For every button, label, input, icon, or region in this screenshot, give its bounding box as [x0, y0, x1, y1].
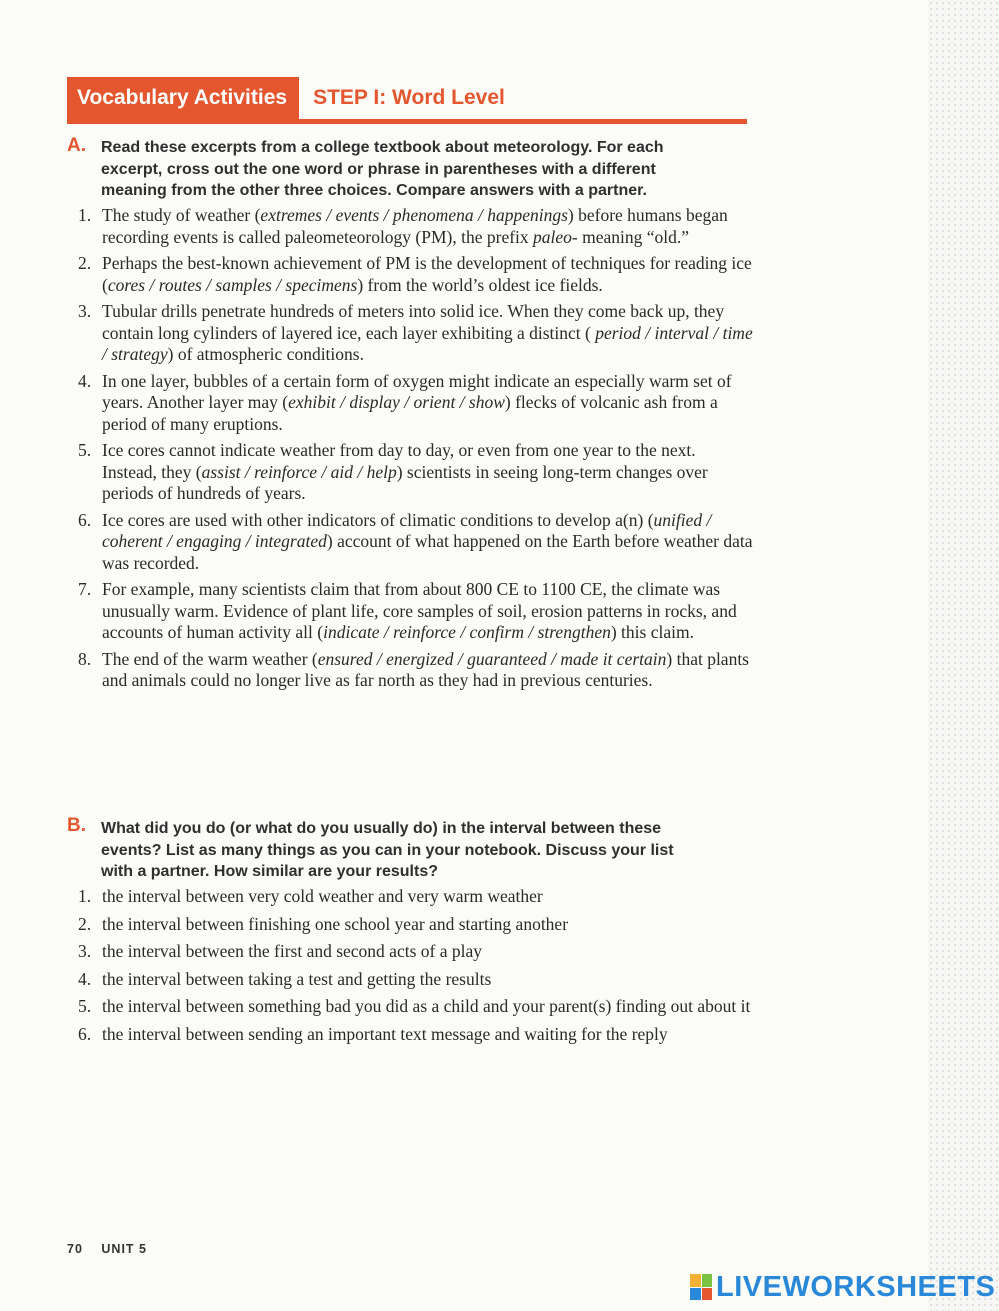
section-b-list: [74, 886, 754, 1051]
item-number: 8.: [78, 648, 92, 669]
exercise-item: [74, 649, 754, 692]
word-choices[interactable]: period / interval / time / strategy: [102, 322, 753, 364]
item-text: The end of the warm weather (: [102, 648, 318, 669]
item-number: 1.: [78, 205, 92, 225]
item-text: For example, many scientists claim that from about 800 CE to 1100 CE, the climate was unusually warm. Evidence of plant life, core samples of soil, erosion patterns in rocks, and accounts of human activity all (: [102, 579, 737, 642]
item-text: The study of weather (: [102, 205, 261, 225]
item-text: ) from the world’s oldest ice fields.: [357, 274, 603, 295]
exercise-item: [74, 440, 754, 505]
item-number: 5.: [78, 996, 92, 1016]
item-number: 3.: [78, 941, 92, 961]
item-number: 6.: [78, 1023, 92, 1044]
header-step-title: STEP I: Word Level: [313, 86, 505, 109]
brand-name: LIVEWORKSHEETS: [716, 1270, 996, 1303]
item-number: 5.: [78, 440, 92, 460]
item-text: ) that plants and animals could no longer live as far north as they had in previous centuries.: [102, 648, 749, 690]
word-choices[interactable]: indicate / reinforce / confirm / strengthen: [323, 622, 611, 642]
section-a-instructions: Read these excerpts from a college textbook about meteorology. For each excerpt, cross out the one word or phrase in parentheses with a different meaning from the other three choices. Compare answers with a partner.: [101, 139, 664, 199]
word-choices[interactable]: ensured / energized / guaranteed / made it certain: [317, 648, 667, 669]
header-title-box: Vocabulary Activities: [67, 77, 299, 119]
exercise-item: [74, 253, 754, 296]
item-text: the interval between something bad you did as a child and your parent(s) finding out about it: [102, 996, 751, 1016]
item-number: 1.: [78, 886, 92, 906]
item-text: ) this claim.: [610, 622, 694, 642]
page-footer: [67, 1242, 147, 1256]
item-text: Tubular drills penetrate hundreds of meters into solid ice. When they come back up, they contain long cylinders of layered ice, each layer exhibiting a distinct (: [102, 301, 725, 343]
interval-item: [74, 969, 754, 991]
logo-square: [690, 1274, 701, 1287]
interval-item: [74, 914, 754, 936]
item-number: 2.: [78, 253, 92, 273]
item-text: ) flecks of volcanic ash from a period of many eruptions.: [102, 392, 718, 434]
item-number: 3.: [78, 301, 92, 321]
word-choices[interactable]: cores / routes / samples / specimens: [107, 274, 358, 295]
exercise-item: [74, 301, 754, 366]
interval-item: [74, 941, 754, 963]
logo-square: [702, 1274, 713, 1287]
section-b-instructions: What did you do (or what do you usually do) in the interval between these events? List as many things as you can in your notebook. Discuss your list with a partner. How similar are your results?: [101, 820, 674, 880]
item-text: Ice cores are used with other indicators of climatic conditions to develop a(n) (: [102, 509, 654, 530]
page-edge-dot-grid: [928, 0, 999, 1311]
word-choices[interactable]: paleo-: [533, 226, 578, 247]
item-text: ) before humans began recording events is called paleometeorology (PM), the prefix: [102, 205, 728, 247]
interval-item: [74, 1024, 754, 1046]
section-a-label: A.: [67, 135, 86, 156]
section-b-label: B.: [67, 815, 86, 836]
exercise-item: [74, 510, 754, 575]
item-text: ) scientists in seeing long-term changes over periods of hundreds of years.: [102, 461, 708, 503]
item-text: ) of atmospheric conditions.: [167, 344, 364, 364]
exercise-item: [74, 371, 754, 436]
item-text: the interval between the first and second acts of a play: [102, 941, 482, 961]
interval-item: [74, 996, 754, 1018]
word-choices[interactable]: extremes / events / phenomena / happenings: [260, 205, 568, 225]
item-number: 6.: [78, 509, 92, 530]
page-number: 70: [67, 1242, 83, 1256]
item-text: Ice cores cannot indicate weather from day to day, or even from one year to the next. Instead, they (: [102, 440, 696, 482]
item-number: 4.: [78, 968, 92, 989]
item-number: 2.: [78, 913, 92, 934]
item-text: meaning “old.”: [577, 226, 690, 247]
item-text: ) account of what happened on the Earth before weather data was recorded.: [102, 531, 753, 573]
item-text: the interval between very cold weather and very warm weather: [102, 886, 543, 906]
item-number: 4.: [78, 370, 92, 391]
section-a-list: [74, 205, 754, 697]
logo-square: [702, 1288, 713, 1301]
word-choices[interactable]: unified / coherent / engaging / integrated: [102, 509, 712, 551]
exercise-item: [74, 579, 754, 644]
item-text: the interval between taking a test and getting the results: [102, 968, 492, 989]
interval-item: [74, 886, 754, 908]
item-text: the interval between sending an important text message and waiting for the reply: [102, 1023, 668, 1044]
section-header: [67, 77, 747, 124]
item-text: Perhaps the best-known achievement of PM is the development of techniques for reading ice (: [102, 253, 752, 295]
item-text: the interval between finishing one school year and starting another: [102, 913, 569, 934]
liveworksheets-brand: [690, 1269, 995, 1305]
unit-label: UNIT 5: [101, 1242, 147, 1256]
liveworksheets-logo-icon: [690, 1274, 712, 1300]
exercise-item: [74, 205, 754, 248]
word-choices[interactable]: assist / reinforce / aid / help: [201, 461, 397, 482]
word-choices[interactable]: exhibit / display / orient / show: [288, 392, 505, 412]
logo-square: [690, 1288, 701, 1301]
item-text: In one layer, bubbles of a certain form of oxygen might indicate an especially warm set of years. Another layer may (: [102, 370, 732, 412]
item-number: 7.: [78, 579, 92, 599]
